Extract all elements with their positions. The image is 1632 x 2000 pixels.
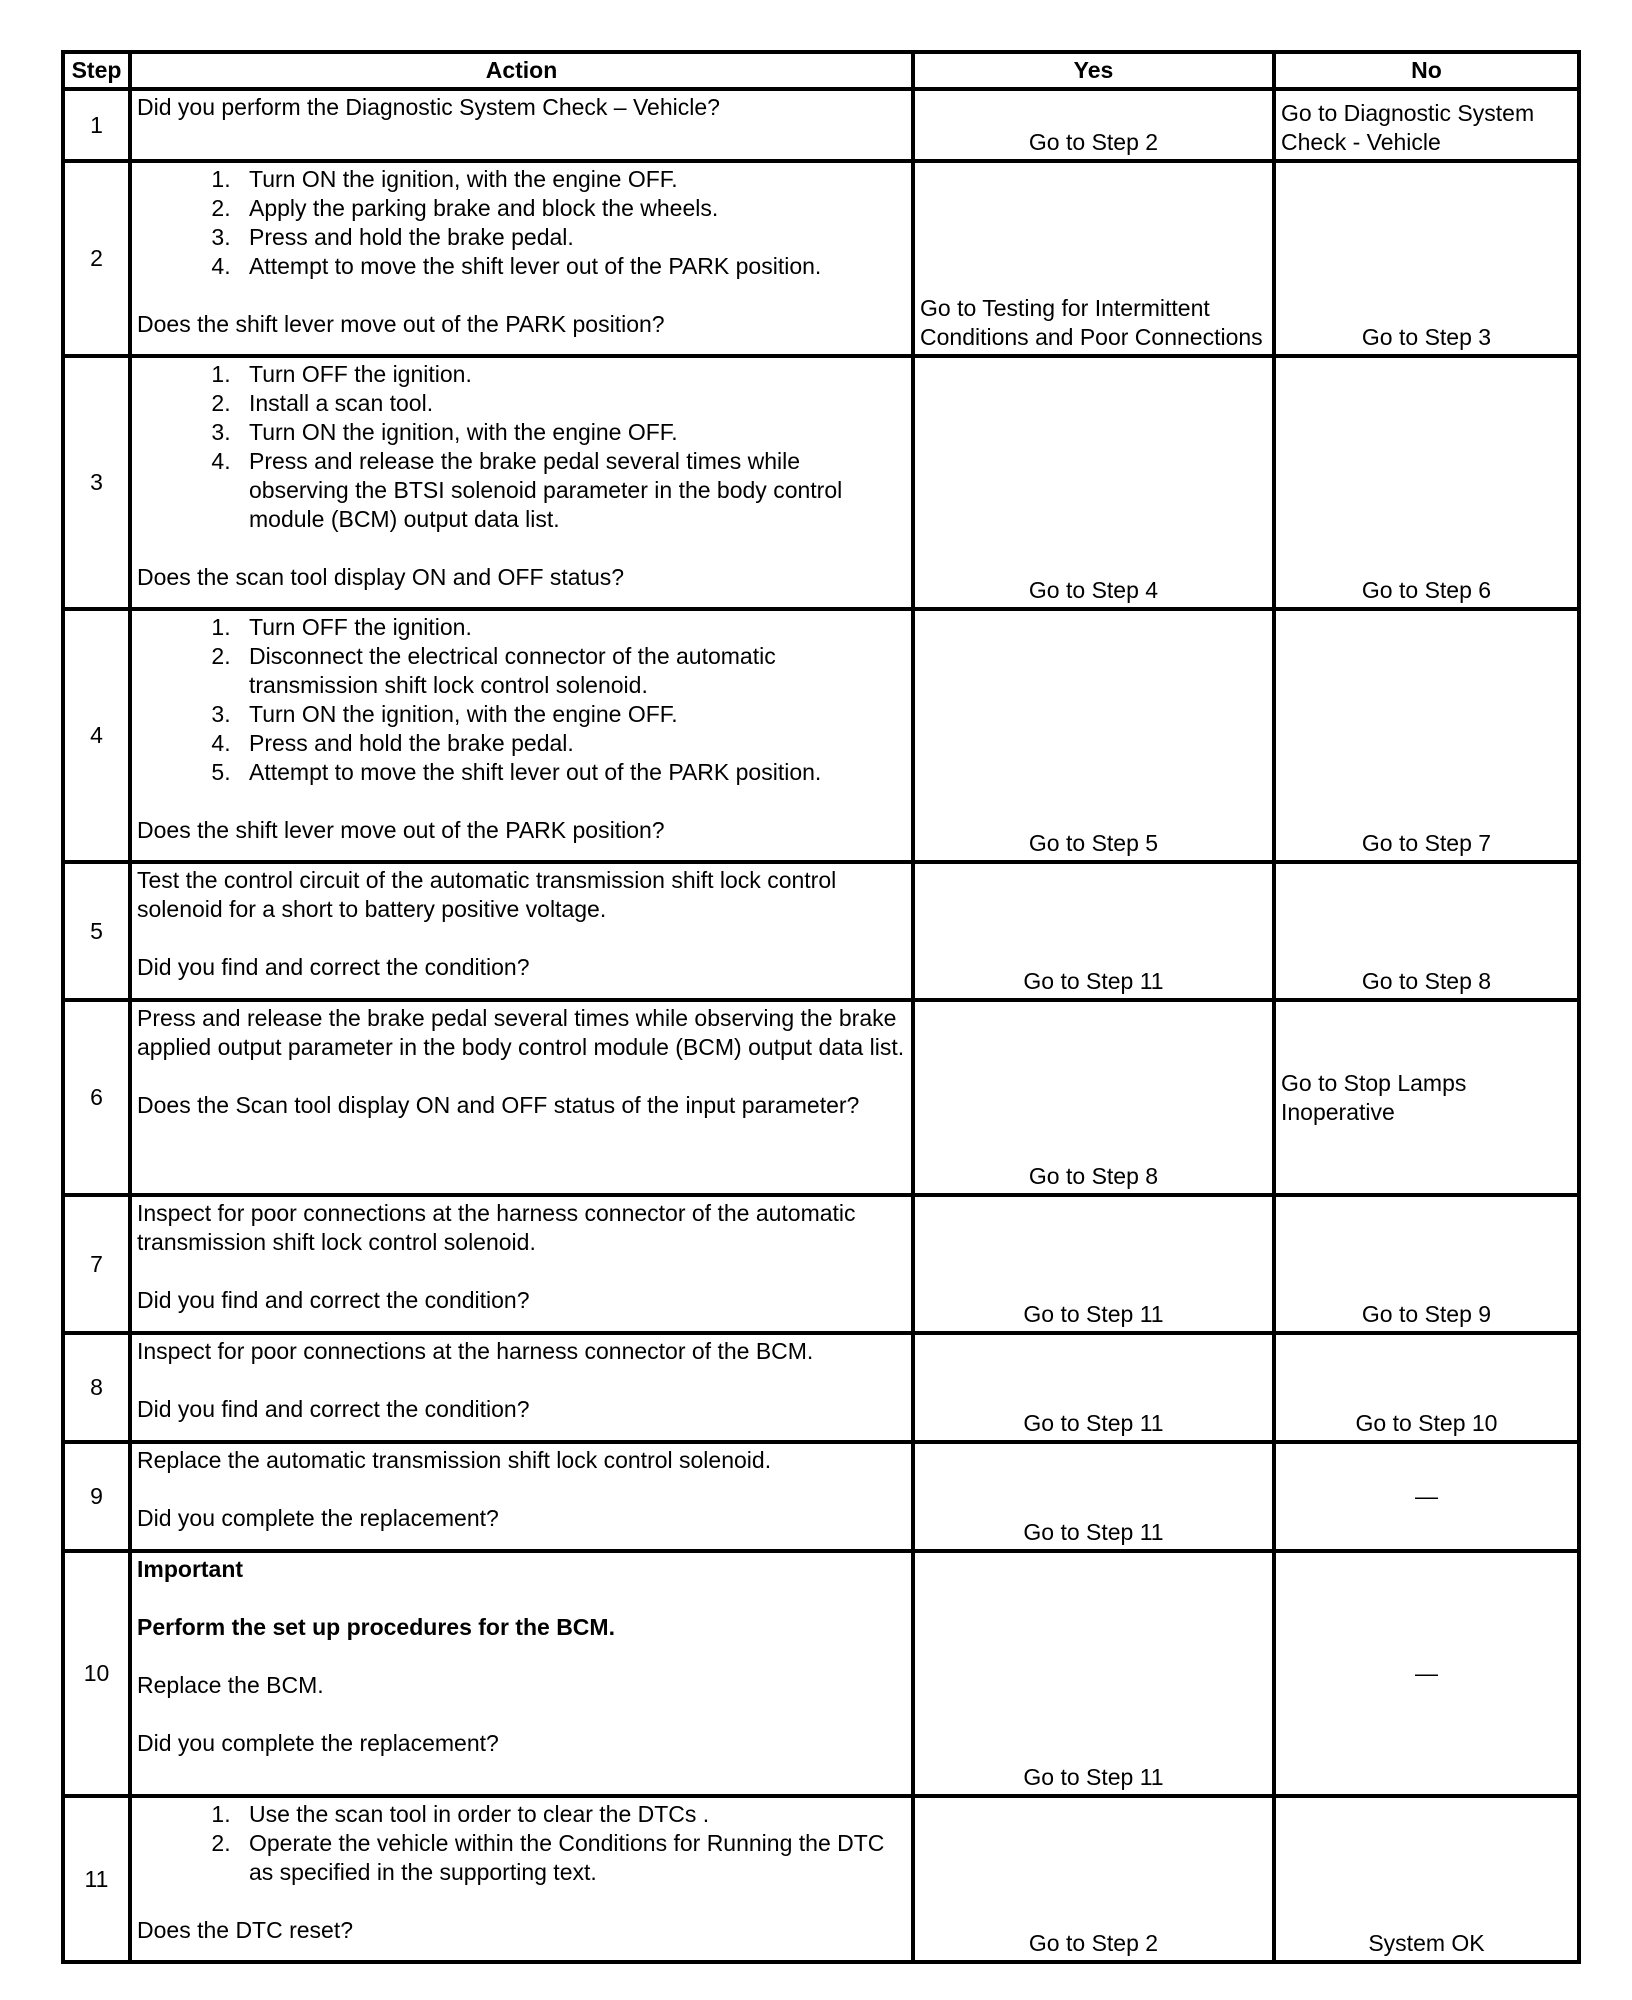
action-step-item: 2. Install a scan tool. [237, 389, 906, 418]
action-question: Did you find and correct the condition? [137, 954, 530, 980]
table-row-step-4 [63, 609, 1579, 862]
header-action: Action [130, 52, 913, 89]
action-step-item: 3. Press and hold the brake pedal. [237, 223, 906, 252]
step-number: 6 [63, 1000, 130, 1195]
action-step-item: 4. Press and release the brake pedal several times while observing the BTSI solenoid parameter in the body control module (BCM) output data list. [237, 447, 906, 534]
header-yes: Yes [913, 52, 1274, 89]
yes-cell: Go to Step 11 [913, 1195, 1274, 1333]
action-cell [130, 161, 913, 356]
header-no: No [1274, 52, 1579, 89]
action-cell [130, 609, 913, 862]
table-row-step-10 [63, 1551, 1579, 1796]
action-question: Did you perform the Diagnostic System Check – Vehicle? [137, 94, 720, 120]
no-cell: — [1274, 1442, 1579, 1551]
table-row-step-7 [63, 1195, 1579, 1333]
action-cell [130, 1333, 913, 1442]
action-question: Does the DTC reset? [137, 1917, 354, 1943]
table-row-step-3 [63, 356, 1579, 609]
action-question: Did you find and correct the condition? [137, 1396, 530, 1422]
step-number: 7 [63, 1195, 130, 1333]
action-step-item: 3. Turn ON the ignition, with the engine OFF. [237, 418, 906, 447]
action-text: Inspect for poor connections at the harness connector of the BCM. [137, 1338, 814, 1364]
yes-cell: Go to Step 8 [913, 1000, 1274, 1195]
action-cell [130, 89, 913, 161]
yes-cell: Go to Step 11 [913, 1551, 1274, 1796]
step-number: 5 [63, 862, 130, 1000]
table-row-step-2 [63, 161, 1579, 356]
action-step-item: 1. Turn OFF the ignition. [237, 360, 906, 389]
action-step-item: 2. Apply the parking brake and block the wheels. [237, 194, 906, 223]
yes-cell: Go to Step 2 [913, 89, 1274, 161]
action-steps-list [137, 360, 906, 534]
yes-cell: Go to Step 5 [913, 609, 1274, 862]
header-step: Step [63, 52, 130, 89]
yes-cell: Go to Step 11 [913, 1333, 1274, 1442]
action-cell [130, 862, 913, 1000]
action-cell [130, 1551, 913, 1796]
action-text: Test the control circuit of the automatic transmission shift lock control solenoid for a short to battery positive voltage. [137, 867, 837, 922]
table-row-step-8 [63, 1333, 1579, 1442]
action-step-item: 2. Disconnect the electrical connector of the automatic transmission shift lock control solenoid. [237, 642, 906, 700]
action-text: Replace the automatic transmission shift lock control solenoid. [137, 1447, 772, 1473]
yes-cell: Go to Testing for Intermittent Conditions and Poor Connections [913, 161, 1274, 356]
step-number: 2 [63, 161, 130, 356]
action-step-item: 4. Press and hold the brake pedal. [237, 729, 906, 758]
step-number: 1 [63, 89, 130, 161]
no-cell: Go to Stop Lamps Inoperative [1274, 1000, 1579, 1195]
table-row-step-5 [63, 862, 1579, 1000]
step-number: 8 [63, 1333, 130, 1442]
table-row-step-9 [63, 1442, 1579, 1551]
table-row-step-1 [63, 89, 1579, 161]
action-step-item: 2. Operate the vehicle within the Conditions for Running the DTC as specified in the supporting text. [237, 1829, 906, 1887]
action-question: Does the shift lever move out of the PARK position? [137, 311, 665, 337]
action-question: Does the scan tool display ON and OFF status? [137, 564, 625, 590]
step-number: 11 [63, 1796, 130, 1962]
action-steps-list [137, 613, 906, 787]
action-step-item: 1. Use the scan tool in order to clear the DTCs . [237, 1800, 906, 1829]
no-cell: Go to Step 9 [1274, 1195, 1579, 1333]
action-step-item: 1. Turn OFF the ignition. [237, 613, 906, 642]
action-text: Replace the BCM. [137, 1672, 324, 1698]
no-cell: — [1274, 1551, 1579, 1796]
step-number: 4 [63, 609, 130, 862]
action-text: Inspect for poor connections at the harness connector of the automatic transmission shift lock control solenoid. [137, 1200, 856, 1255]
yes-cell: Go to Step 2 [913, 1796, 1274, 1962]
action-cell [130, 1000, 913, 1195]
action-question: Did you complete the replacement? [137, 1730, 499, 1756]
step-number: 3 [63, 356, 130, 609]
action-question: Does the shift lever move out of the PARK position? [137, 817, 665, 843]
no-cell: Go to Step 10 [1274, 1333, 1579, 1442]
action-steps-list [137, 1800, 906, 1887]
action-cell [130, 1442, 913, 1551]
no-cell: Go to Step 8 [1274, 862, 1579, 1000]
table-row-step-6 [63, 1000, 1579, 1195]
action-step-item: 4. Attempt to move the shift lever out of the PARK position. [237, 252, 906, 281]
no-cell: Go to Step 3 [1274, 161, 1579, 356]
no-cell: Go to Step 7 [1274, 609, 1579, 862]
action-text: Press and release the brake pedal several times while observing the brake applied output parameter in the body control module (BCM) output data list. [137, 1005, 905, 1060]
important-label: Important [137, 1556, 244, 1582]
action-cell [130, 1796, 913, 1962]
action-steps-list [137, 165, 906, 281]
yes-cell: Go to Step 11 [913, 1442, 1274, 1551]
action-step-item: 3. Turn ON the ignition, with the engine OFF. [237, 700, 906, 729]
action-cell [130, 356, 913, 609]
no-cell: System OK [1274, 1796, 1579, 1962]
action-step-item: 1. Turn ON the ignition, with the engine OFF. [237, 165, 906, 194]
action-question: Did you find and correct the condition? [137, 1287, 530, 1313]
header-row [63, 52, 1579, 89]
yes-cell: Go to Step 11 [913, 862, 1274, 1000]
no-cell: Go to Diagnostic System Check - Vehicle [1274, 89, 1579, 161]
table-row-step-11 [63, 1796, 1579, 1962]
important-text: Perform the set up procedures for the BCM. [137, 1614, 615, 1640]
yes-cell: Go to Step 4 [913, 356, 1274, 609]
no-cell: Go to Step 6 [1274, 356, 1579, 609]
step-number: 10 [63, 1551, 130, 1796]
action-question: Does the Scan tool display ON and OFF status of the input parameter? [137, 1092, 860, 1118]
action-question: Did you complete the replacement? [137, 1505, 499, 1531]
step-number: 9 [63, 1442, 130, 1551]
diagnostic-table [61, 50, 1581, 1964]
action-cell [130, 1195, 913, 1333]
action-step-item: 5. Attempt to move the shift lever out of the PARK position. [237, 758, 906, 787]
